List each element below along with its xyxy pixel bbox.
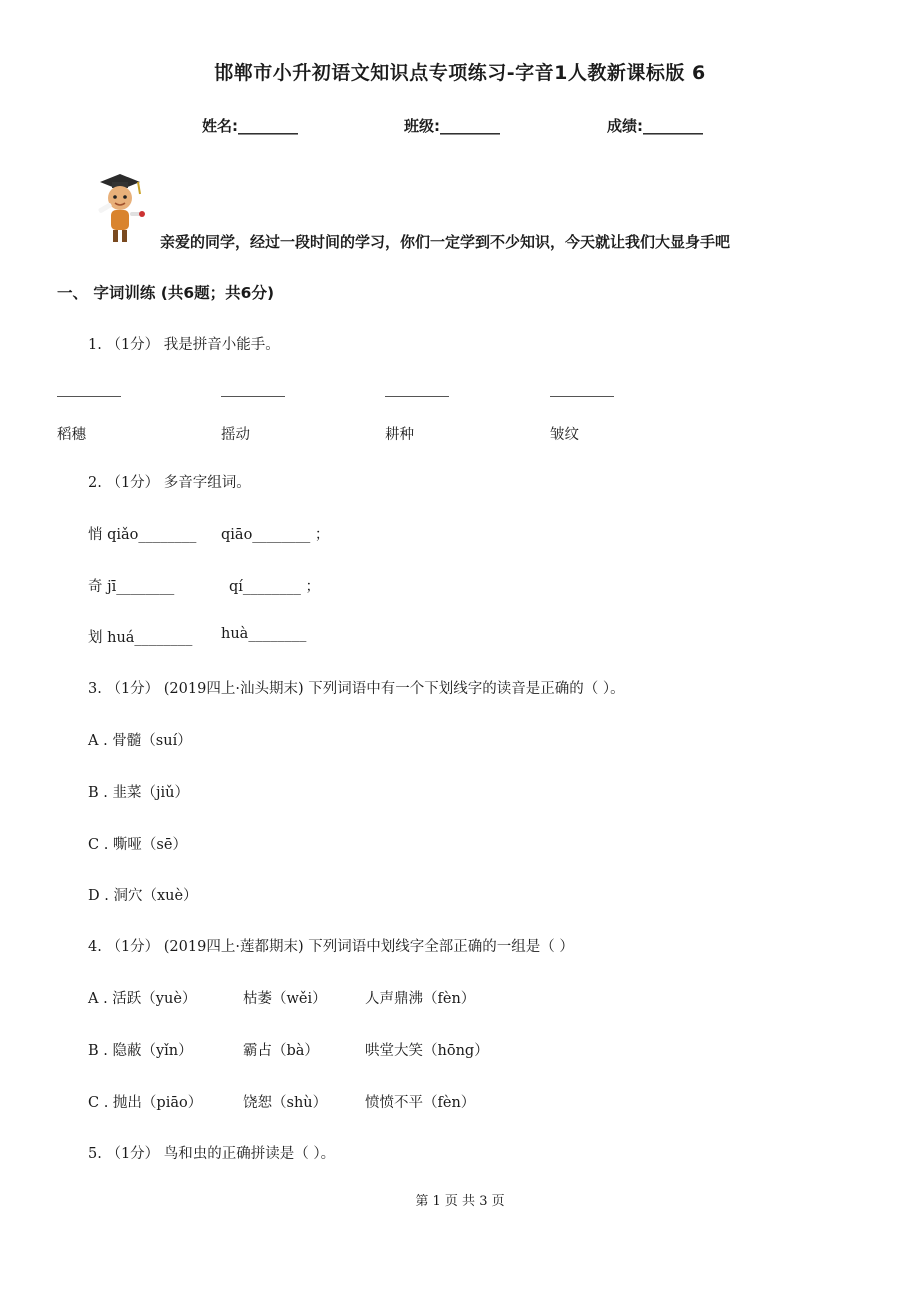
name-field-label: 姓名:________	[202, 117, 298, 135]
class-field-label: 班级:________	[404, 117, 500, 135]
greeting-text: 亲爱的同学，经过一段时间的学习，你们一定学到不少知识，今天就让我们大显身手吧	[160, 233, 731, 251]
answer-blank[interactable]	[385, 396, 449, 397]
polyphone-entry: 划 huá________	[88, 630, 193, 646]
word-item: 稻穗	[57, 427, 86, 443]
option-b-word: 哄堂大笑（hōng）	[365, 1043, 489, 1059]
answer-blank[interactable]	[57, 396, 121, 397]
answer-blank[interactable]	[550, 396, 614, 397]
answer-blank[interactable]	[221, 396, 285, 397]
question-5-stem: 5. （1分） 鸟和虫的正确拼读是（ ）。	[88, 1146, 336, 1162]
polyphone-entry: 悄 qiǎo________	[88, 527, 197, 543]
option-c[interactable]: C . 嘶哑（sē）	[88, 837, 187, 853]
option-a[interactable]: A . 活跃（yuè）	[88, 991, 197, 1007]
option-d[interactable]: D . 洞穴（xuè）	[88, 888, 198, 904]
question-2-stem: 2. （1分） 多音字组词。	[88, 475, 251, 491]
word-item: 皱纹	[550, 427, 579, 443]
section-heading: 一、 字词训练 (共6题；共6分)	[57, 284, 275, 302]
question-3-stem: 3. （1分） (2019四上·汕头期末) 下列词语中有一个下划线字的读音是正确的（ ）。	[88, 681, 625, 697]
polyphone-entry: qí________ ；	[229, 579, 321, 595]
question-4-stem: 4. （1分） (2019四上·莲都期末) 下列词语中划线字全部正确的一组是（ ）	[88, 939, 574, 955]
option-c-word: 愤愤不平（fèn）	[365, 1095, 476, 1111]
student-mascot-image	[86, 168, 150, 248]
question-1-stem: 1. （1分） 我是拼音小能手。	[88, 337, 280, 353]
page-footer: 第 1 页 共 3 页	[415, 1194, 505, 1209]
option-c-word: 饶恕（shù）	[243, 1095, 328, 1111]
option-b[interactable]: B . 隐蔽（yǐn）	[88, 1043, 193, 1059]
polyphone-entry: huà________	[221, 626, 307, 642]
word-item: 耕种	[385, 427, 414, 443]
option-b-word: 霸占（bà）	[243, 1043, 319, 1059]
option-c[interactable]: C . 抛出（piāo）	[88, 1095, 203, 1111]
option-a-word: 枯萎（wěi）	[243, 991, 327, 1007]
page-title: 邯郸市小升初语文知识点专项练习-字音1人教新课标版 6	[214, 62, 706, 84]
score-field-label: 成绩:________	[607, 117, 703, 135]
option-b[interactable]: B . 韭菜（jiǔ）	[88, 785, 189, 801]
option-a-word: 人声鼎沸（fèn）	[365, 991, 476, 1007]
polyphone-entry: 奇 jī________	[88, 579, 175, 595]
word-item: 摇动	[221, 427, 250, 443]
option-a[interactable]: A . 骨髓（suí）	[88, 733, 192, 749]
polyphone-entry: qiāo________ ；	[221, 527, 330, 543]
